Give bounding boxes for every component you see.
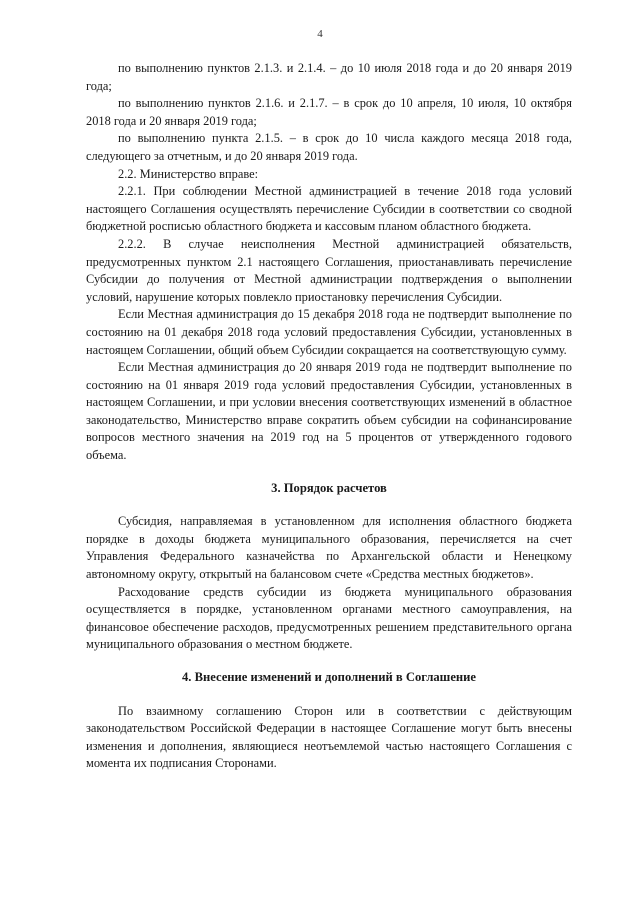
document-body [86,60,572,773]
paragraph: Расходование средств субсидии из бюджета муниципального образования осуществляется в порядке, установленном органами местного самоуправления, на финансовое обеспечение расходов, предусмотренных решением представительного органа муниципального образования о местном бюджете. [86,584,572,652]
paragraph: 2.2.1. При соблюдении Местной администрацией в течение 2018 года условий настоящего Соглашения осуществлять перечисление Субсидии в соответствии со сводной бюджетной росписью областного бюджета и кассовым планом областного бюджета. [86,184,572,234]
paragraph: Если Местная администрация до 15 декабря 2018 года не подтвердит выполнение по состоянию на 01 декабря 2018 года условий предоставления Субсидии, установленных в настоящем Соглашении, общий объем Субсидии сокращается на соответствующую сумму. [86,307,572,357]
page-number: 4 [317,28,323,40]
paragraph: Субсидия, направляемая в установленном для исполнения областного бюджета порядке в доходы бюджета муниципального образования, перечисляется на счет Управления Федерального казначейства по Архангельской области и Ненецкому автономному округу, открытый на балансовом счете «Средства местных бюджетов». [86,514,572,582]
paragraph: Если Местная администрация до 20 января 2019 года не подтвердит выполнение по состоянию на 01 января 2019 года условий предоставления Субсидии, установленных в настоящем Соглашении, и при условии внесения соответствующих изменений в областное законодательство, Министерство вправе сократить объем субсидии на софинансирование вопросов местного значения на 2019 год на 5 процентов от утвержденного годового объема. [86,360,572,463]
section-3-heading: 3. Порядок расчетов [271,480,387,495]
paragraph: 2.2. Министерство вправе: [118,166,259,181]
paragraph: по выполнению пунктов 2.1.6. и 2.1.7. – в срок до 10 апреля, 10 июля, 10 октября 2018 года и 20 января 2019 года; [86,96,572,128]
section-4-heading: 4. Внесение изменений и дополнений в Соглашение [181,670,477,684]
paragraph: По взаимному соглашению Сторон или в соответствии с действующим законодательством Российской Федерации в настоящее Соглашение могут быть внесены изменения и дополнения, являющиеся неотъемлемой частью настоящего Соглашения с момента их подписания Сторонами. [86,703,572,771]
paragraph: по выполнению пунктов 2.1.3. и 2.1.4. – до 10 июля 2018 года и до 20 января 2019 года; [86,61,572,93]
paragraph: по выполнению пункта 2.1.5. – в срок до 10 числа каждого месяца 2018 года, следующего за отчетным, и до 20 января 2019 года. [86,131,572,163]
paragraph: 2.2.2. В случае неисполнения Местной администрацией обязательств, предусмотренных пунктом 2.1 настоящего Соглашения, приостанавливать перечисление Субсидии до получения от Местной администрации подтверждения о выполнении условий, нарушение которых повлекло приостановку перечисления Субсидии. [86,236,572,304]
